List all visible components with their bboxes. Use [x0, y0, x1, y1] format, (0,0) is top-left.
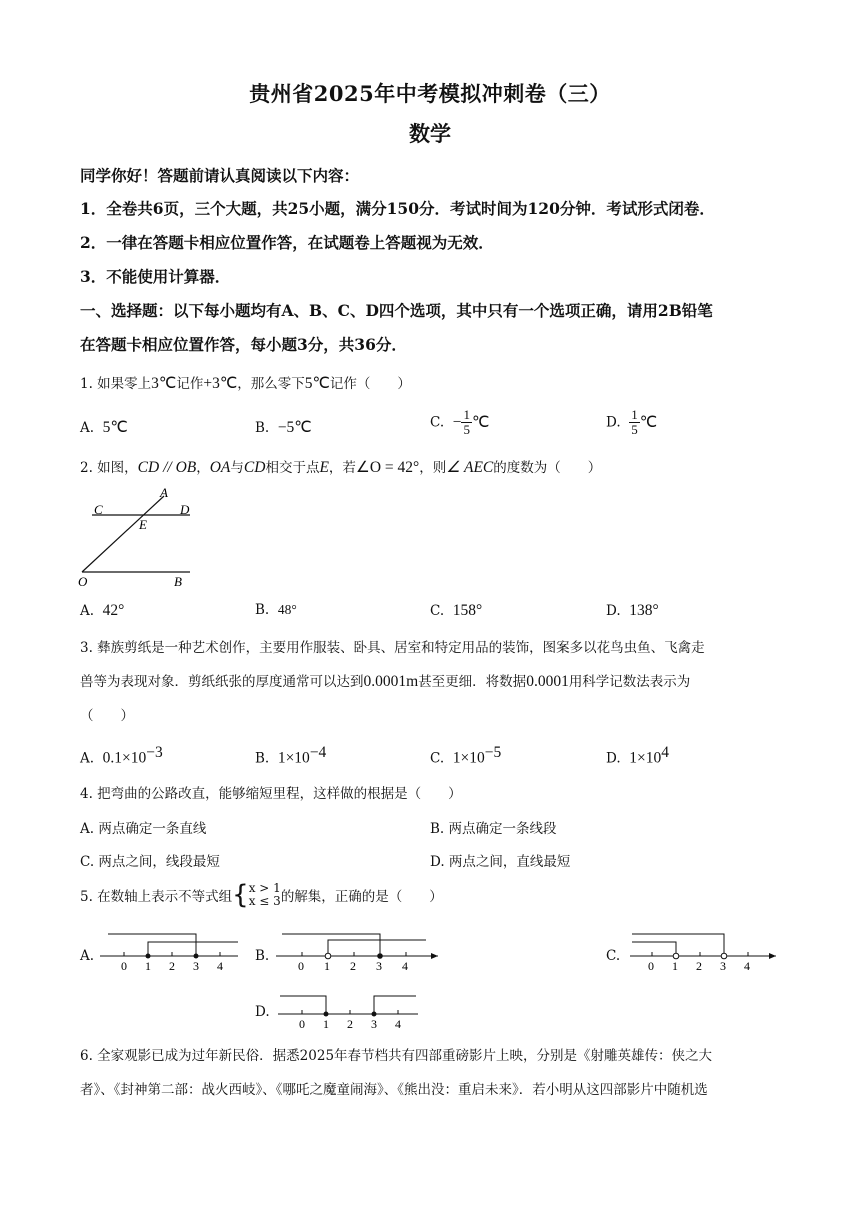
q2-text-c: 与	[230, 460, 244, 476]
question-2-stem	[80, 456, 601, 477]
option-exponent: −4	[309, 744, 327, 761]
tick-label: 4	[402, 959, 408, 973]
tick-label: 0	[298, 959, 304, 973]
fraction-denominator: 5	[463, 422, 470, 437]
instruction-item-2: 2．一律在答题卡相应位置作答，在试题卷上答题视为无效．	[80, 233, 494, 252]
q1-option-c[interactable]	[430, 408, 489, 437]
point-label-d: D	[180, 502, 190, 517]
option-label: B.	[255, 602, 270, 618]
q4-option-d[interactable]: D. 两点之间，直线最短	[430, 854, 571, 870]
option-exponent: −3	[146, 744, 163, 761]
instruction-item-3: 3．不能使用计算器．	[80, 267, 231, 286]
tick-label: 3	[376, 959, 382, 973]
q5-number-line-a	[96, 928, 246, 974]
question-4-stem: 4. 把弯曲的公路改直，能够缩短里程，这样做的根据是（ ）	[80, 786, 462, 802]
option-exponent: 4	[661, 744, 669, 761]
option-value: 48°	[277, 602, 297, 617]
instructions-greeting: 同学你好！答题前请认真阅读以下内容：	[80, 166, 360, 185]
tick-label: 1	[672, 959, 678, 973]
inequality-1: x > 1	[248, 881, 281, 895]
tick-label: 4	[217, 959, 223, 973]
q5-text-a: 5. 在数轴上表示不等式组	[80, 889, 233, 905]
q2-math-1: CD // OB	[137, 459, 197, 476]
q2-text-f: ，则	[419, 460, 447, 476]
option-label: A.	[80, 750, 95, 767]
q5-number-line-b	[272, 928, 444, 974]
unit: ℃	[639, 414, 658, 431]
tick-label: 1	[324, 959, 330, 973]
q2-option-c[interactable]	[430, 602, 482, 620]
q3-option-c[interactable]	[430, 744, 501, 768]
option-label: D.	[606, 603, 621, 619]
q1-text-b: 记作	[176, 376, 204, 392]
option-label: D.	[606, 750, 621, 767]
q4-option-b[interactable]: B. 两点确定一条线段	[430, 821, 557, 837]
q1-value-1: 3℃	[151, 375, 177, 392]
point-label-c: C	[94, 502, 103, 517]
option-label: B.	[255, 420, 270, 436]
q5-number-line-d	[274, 986, 424, 1032]
point-label-e: E	[139, 517, 147, 532]
tick-label: 4	[744, 959, 750, 973]
q3-option-d[interactable]	[606, 744, 669, 768]
tick-label: 0	[299, 1017, 305, 1031]
option-base: 1×10	[629, 749, 662, 767]
q2-math-4: E	[319, 459, 329, 476]
q2-text-d: 相交于点	[265, 460, 320, 476]
option-label: A.	[80, 420, 95, 436]
q1-text-d: 记作（ ）	[329, 376, 411, 392]
question-3-line3: （ ）	[80, 708, 134, 724]
q3-value-2: 0.0001	[526, 673, 569, 690]
point-label-o: O	[78, 574, 88, 589]
q2-text-b: ，	[196, 460, 210, 476]
q3-text-c: 用科学记数法表示为	[568, 674, 691, 690]
q2-text-a: 2. 如图，	[80, 460, 138, 476]
q1-option-b[interactable]	[255, 418, 312, 437]
tick-label: 0	[648, 959, 654, 973]
q4-option-a[interactable]: A. 两点确定一条直线	[80, 821, 207, 837]
q5-option-a-label[interactable]: A.	[80, 948, 95, 964]
option-value: 42°	[102, 602, 125, 619]
fraction-denominator: 5	[631, 422, 638, 437]
option-exponent: −5	[484, 744, 502, 761]
q3-value-1: 0.0001m	[363, 673, 419, 690]
q1-value-3: 5℃	[304, 375, 330, 392]
q3-text-b: 甚至更细．将数据	[418, 674, 527, 690]
tick-label: 2	[350, 959, 356, 973]
q3-text-a: 兽等为表现对象．剪纸纸张的厚度通常可以达到	[80, 674, 364, 690]
q2-option-d[interactable]	[606, 602, 659, 620]
fraction	[629, 408, 640, 437]
q2-math-5: ∠O = 42°	[355, 459, 420, 476]
q5-option-c-label[interactable]: C.	[606, 948, 621, 964]
question-1-stem	[80, 372, 411, 393]
point-label-b: B	[174, 574, 182, 589]
q2-option-a[interactable]	[80, 602, 124, 620]
section-heading-line1: 一、选择题：以下每小题均有A、B、C、D四个选项，其中只有一个选项正确，请用2B铅笔	[80, 301, 713, 320]
question-3-line2	[80, 670, 690, 691]
option-base: 1×10	[277, 749, 310, 767]
tick-label: 3	[371, 1017, 377, 1031]
point-label-a: A	[160, 485, 168, 500]
exam-title: 贵州省2025年中考模拟冲刺卷（三）	[249, 81, 611, 106]
q5-text-b: 的解集，正确的是（ ）	[280, 889, 443, 905]
question-6-line2: 者》、《封神第二部：战火西岐》、《哪吒之魔童闹海》、《熊出没：重启未来》．若小明从这四部影片中随机选	[80, 1082, 708, 1098]
tick-label: 4	[395, 1017, 401, 1031]
q2-math-3: CD	[243, 459, 266, 476]
option-base: 0.1×10	[102, 749, 147, 767]
q2-math-6: ∠ AEC	[446, 459, 494, 476]
q1-text-c: ，那么零下	[237, 376, 305, 392]
fraction-numerator: 1	[631, 407, 638, 422]
option-label: C.	[430, 414, 445, 431]
q2-text-e: ，若	[328, 460, 356, 476]
option-label: C.	[430, 603, 445, 619]
option-value: 5℃	[102, 419, 128, 436]
q5-number-line-c	[626, 928, 782, 974]
q2-geometry-figure	[70, 484, 200, 590]
tick-label: 1	[323, 1017, 329, 1031]
tick-label: 3	[193, 959, 199, 973]
fraction	[461, 408, 472, 437]
exam-subject: 数学	[409, 121, 451, 146]
q3-option-b[interactable]	[255, 744, 326, 768]
tick-label: 2	[347, 1017, 353, 1031]
option-value: 158°	[452, 602, 483, 619]
question-3-line1: 3. 彝族剪纸是一种艺术创作，主要用作服装、卧具、居室和特定用品的装饰，图案多以花鸟虫鱼、飞禽走	[80, 640, 705, 656]
minus-sign: −	[452, 413, 462, 431]
q2-math-2: OA	[209, 459, 231, 476]
q2-option-b[interactable]	[255, 602, 297, 618]
tick-label: 2	[169, 959, 175, 973]
unit: ℃	[471, 414, 490, 431]
option-value: 138°	[629, 602, 659, 619]
fraction-numerator: 1	[463, 407, 470, 422]
option-base: 1×10	[452, 749, 485, 767]
brace-symbol: {	[232, 880, 249, 910]
option-label: A.	[80, 603, 95, 619]
q5-option-b-label[interactable]: B.	[255, 948, 270, 964]
q1-option-d[interactable]	[606, 408, 657, 437]
q5-option-d-label[interactable]: D.	[255, 1004, 270, 1020]
option-label: D.	[606, 414, 621, 431]
tick-label: 3	[720, 959, 726, 973]
option-label: B.	[255, 750, 270, 767]
inequality-2: x ≤ 3	[248, 894, 281, 908]
instruction-item-1: 1．全卷共6页，三个大题，共25小题，满分150分．考试时间为120分钟．考试形式闭卷．	[80, 199, 715, 218]
q1-option-a[interactable]	[80, 418, 128, 437]
tick-label: 2	[696, 959, 702, 973]
tick-label: 0	[121, 959, 127, 973]
inequality-system	[249, 882, 281, 908]
q1-text-a: 1. 如果零上	[80, 376, 152, 392]
option-label: C.	[430, 750, 445, 767]
q2-text-g: 的度数为（ ）	[493, 460, 602, 476]
q4-option-c[interactable]: C. 两点之间，线段最短	[80, 854, 220, 870]
section-heading-line2: 在答题卡相应位置作答，每小题3分，共36分．	[80, 335, 407, 354]
tick-label: 1	[145, 959, 151, 973]
question-5-stem	[80, 882, 443, 908]
option-value: −5℃	[277, 419, 312, 436]
question-6-line1: 6. 全家观影已成为过年新民俗．据悉2025年春节档共有四部重磅影片上映，分别是《射雕英雄传：侠之大	[80, 1048, 713, 1064]
q1-value-2: +3℃	[203, 375, 238, 392]
q3-option-a[interactable]	[80, 744, 163, 768]
